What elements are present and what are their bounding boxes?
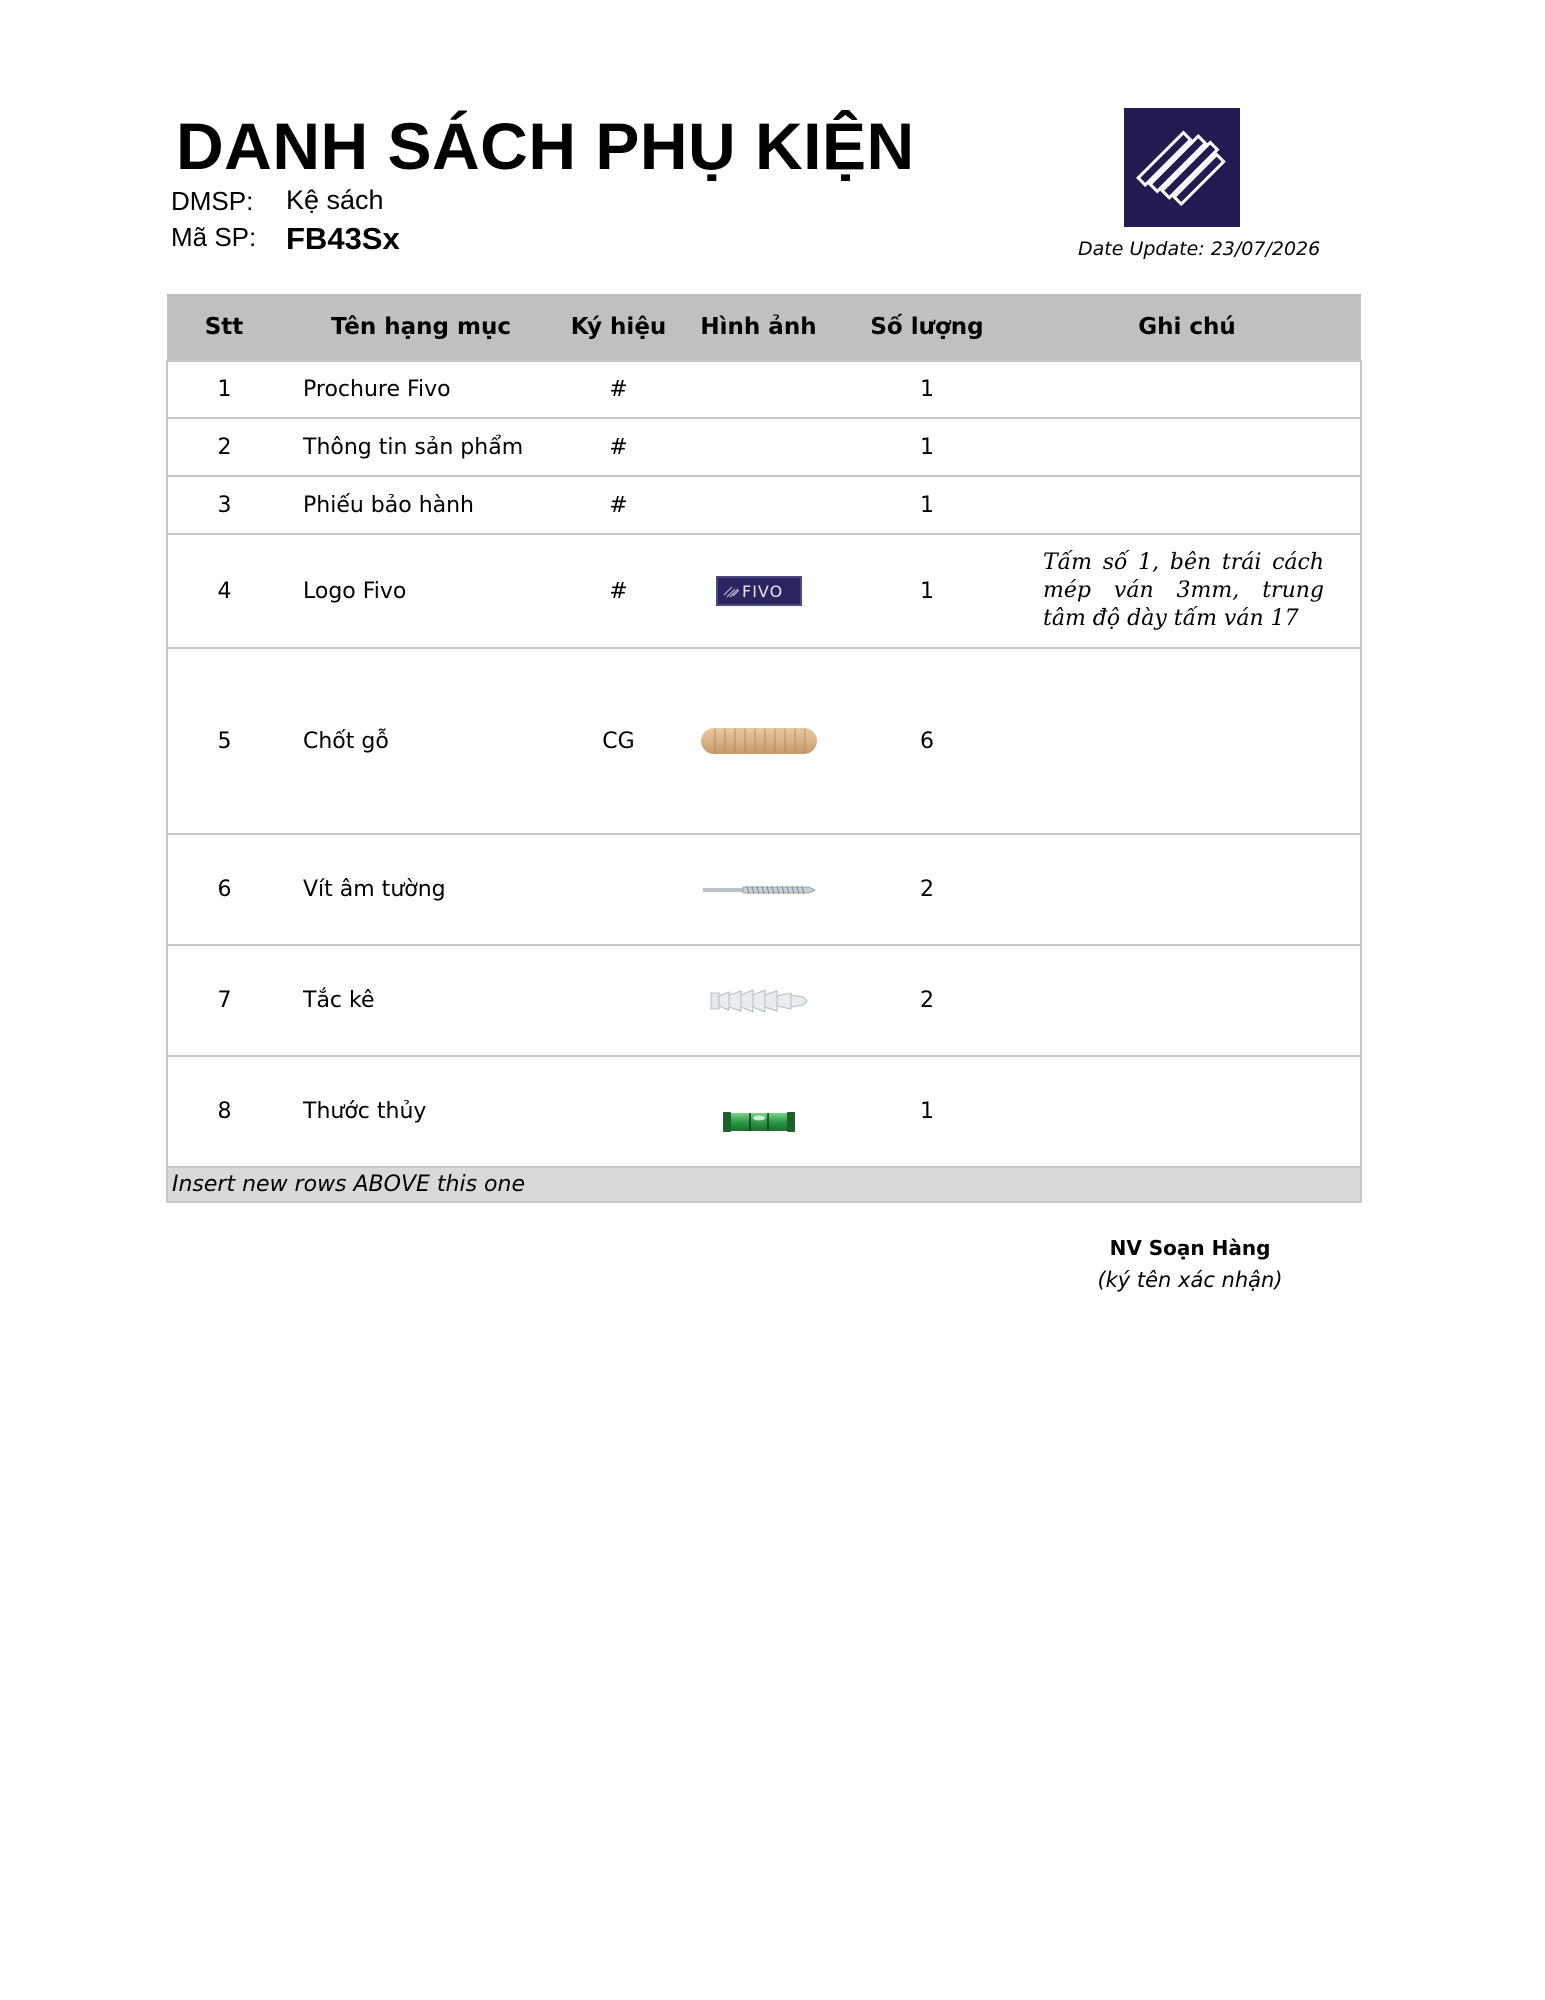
row-qty: 1 <box>841 476 1013 534</box>
row-image <box>676 476 841 534</box>
row-stt: 4 <box>167 534 281 648</box>
row-qty: 1 <box>841 361 1013 418</box>
signature-title: NV Soạn Hàng <box>1109 1236 1271 1260</box>
row-name: Thước thủy <box>281 1056 561 1167</box>
table-row <box>167 534 1361 648</box>
row-name: Thông tin sản phẩm <box>281 418 561 476</box>
row-name: Vít âm tường <box>281 834 561 945</box>
fivo-logo-badge-icon <box>716 576 802 606</box>
row-name: Tắc kê <box>281 945 561 1056</box>
fivo-stripes-logo-icon <box>1124 108 1240 227</box>
row-symbol: # <box>561 534 676 648</box>
table-row <box>167 834 1361 945</box>
row-symbol <box>561 834 676 945</box>
masp-label: Mã SP: <box>171 222 257 252</box>
row-note <box>1013 648 1361 834</box>
table-row <box>167 648 1361 834</box>
dmsp-value: Kệ sách <box>286 185 384 215</box>
row-stt: 1 <box>167 361 281 418</box>
col-name: Tên hạng mục <box>281 294 561 361</box>
row-name: Chốt gỗ <box>281 648 561 834</box>
row-name: Phiếu bảo hành <box>281 476 561 534</box>
table-header-row <box>167 294 1361 361</box>
col-qty: Số lượng <box>841 294 1013 361</box>
row-stt: 3 <box>167 476 281 534</box>
row-qty: 2 <box>841 834 1013 945</box>
row-symbol <box>561 1056 676 1167</box>
row-symbol: # <box>561 361 676 418</box>
table-row <box>167 418 1361 476</box>
row-image <box>676 418 841 476</box>
wall-screw-icon <box>701 883 817 897</box>
row-stt: 6 <box>167 834 281 945</box>
table-row <box>167 945 1361 1056</box>
wall-anchor-icon <box>707 987 811 1015</box>
row-stt: 8 <box>167 1056 281 1167</box>
row-symbol: # <box>561 418 676 476</box>
row-note: Tấm số 1, bên trái cách mép ván 3mm, trung tâm độ dày tấm ván 17 <box>1013 534 1361 648</box>
row-qty: 2 <box>841 945 1013 1056</box>
masp-value: FB43Sx <box>286 221 400 256</box>
row-note <box>1013 361 1361 418</box>
row-note <box>1013 418 1361 476</box>
row-note <box>1013 834 1361 945</box>
col-symbol: Ký hiệu <box>561 294 676 361</box>
col-note: Ghi chú <box>1013 294 1361 361</box>
col-stt: Stt <box>167 294 281 361</box>
row-image <box>676 361 841 418</box>
row-name: Logo Fivo <box>281 534 561 648</box>
row-note <box>1013 945 1361 1056</box>
date-update: Date Update: 23/07/2026 <box>1078 238 1321 260</box>
row-note <box>1013 1056 1361 1167</box>
spirit-level-icon <box>720 1109 798 1135</box>
row-name: Prochure Fivo <box>281 361 561 418</box>
footer-text: Insert new rows ABOVE this one <box>167 1167 1361 1202</box>
accessory-table <box>166 294 1362 1203</box>
row-symbol <box>561 945 676 1056</box>
row-stt: 5 <box>167 648 281 834</box>
row-symbol: # <box>561 476 676 534</box>
table-row <box>167 1056 1361 1167</box>
row-qty: 6 <box>841 648 1013 834</box>
row-symbol: CG <box>561 648 676 834</box>
col-image: Hình ảnh <box>676 294 841 361</box>
signature-subtitle: (ký tên xác nhận) <box>1097 1268 1283 1292</box>
fivo-badge-text: FIVO <box>741 582 783 601</box>
row-stt: 2 <box>167 418 281 476</box>
page-title: DANH SÁCH PHỤ KIỆN <box>176 109 915 183</box>
row-stt: 7 <box>167 945 281 1056</box>
table-row <box>167 361 1361 418</box>
dmsp-label: DMSP: <box>171 186 254 216</box>
table-row <box>167 476 1361 534</box>
insert-rows-footer <box>167 1167 1361 1202</box>
row-qty: 1 <box>841 418 1013 476</box>
row-note <box>1013 476 1361 534</box>
row-qty: 1 <box>841 1056 1013 1167</box>
row-qty: 1 <box>841 534 1013 648</box>
wooden-dowel-icon <box>699 725 819 757</box>
